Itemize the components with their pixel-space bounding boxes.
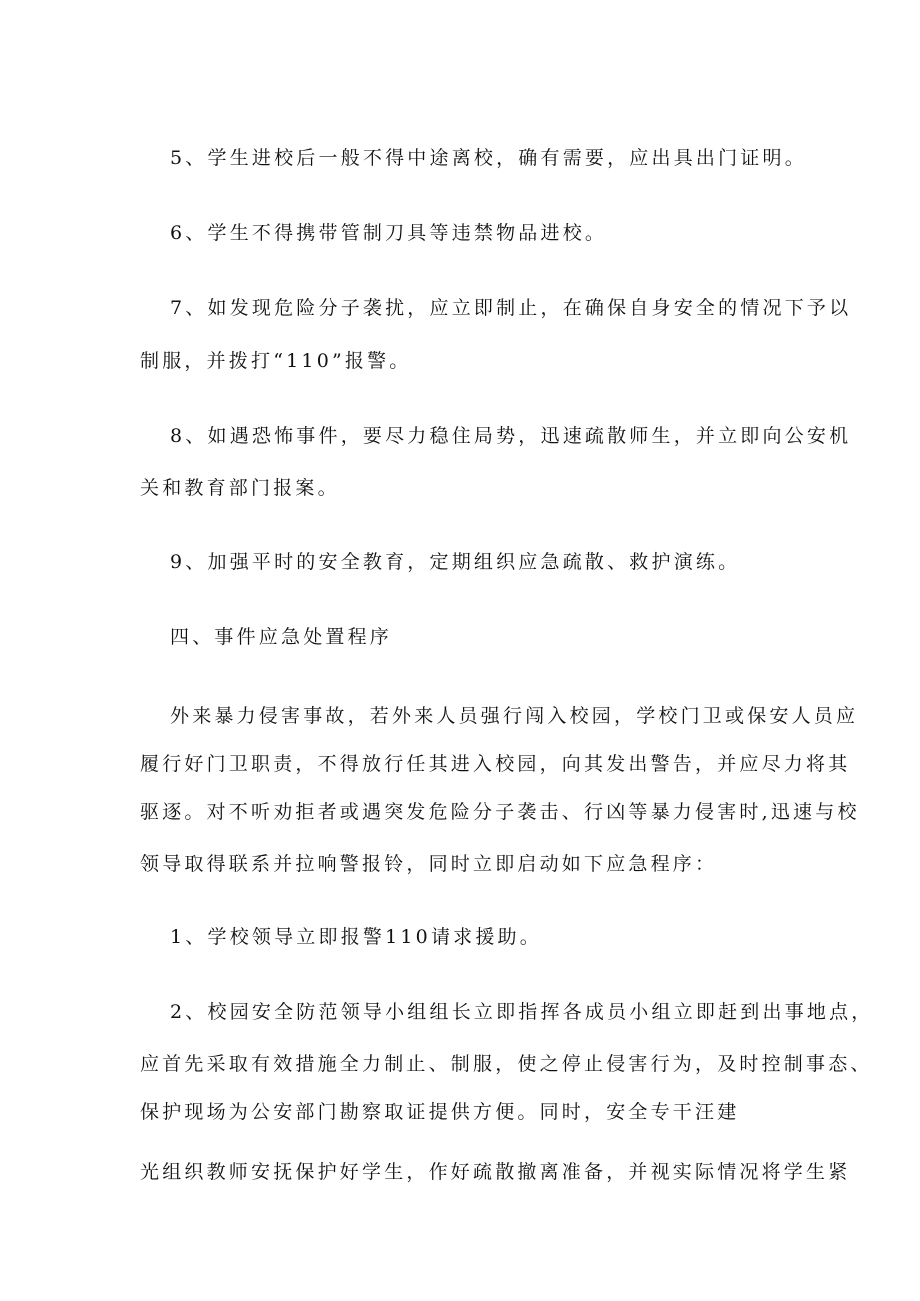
procedure-step-2-line-2: 应首先采取有效措施全力制止、制服，使之停止侵害行为，及时控制事态、: [140, 1053, 873, 1075]
paragraph-item-6: 6、学生不得携带管制刀具等违禁物品进校。: [170, 222, 608, 244]
body-paragraph-line-1: 外来暴力侵害事故，若外来人员强行闯入校园，学校门卫或保安人员应: [170, 705, 859, 727]
procedure-step-2-line-3: 保护现场为公安部门勘察取证提供方便。同时，安全专干汪建: [140, 1101, 740, 1123]
body-paragraph-line-4: 领导取得联系并拉响警报铃，同时立即启动如下应急程序：: [140, 853, 718, 875]
section-heading: 四、事件应急处置程序: [170, 626, 393, 648]
body-paragraph-line-3: 驱逐。对不听劝拒者或遇突发危险分子袭击、行凶等暴力侵害时,迅速与校: [140, 801, 860, 823]
paragraph-item-5: 5、学生进校后一般不得中途离校，确有需要，应出具出门证明。: [170, 147, 807, 169]
paragraph-item-9: 9、加强平时的安全教育，定期组织应急疏散、救护演练。: [170, 551, 741, 573]
paragraph-item-7-line-2: 制服，并拨打“110”报警。: [140, 350, 412, 372]
body-paragraph-line-2: 履行好门卫职责，不得放行任其进入校园，向其发出警告，并应尽力将其: [140, 753, 851, 775]
procedure-step-1: 1、学校领导立即报警110请求援助。: [170, 926, 542, 948]
paragraph-item-8-line-2: 关和教育部门报案。: [140, 477, 340, 499]
procedure-step-2-line-4: 光组织教师安抚保护好学生，作好疏散撤离准备，并视实际情况将学生紧: [140, 1161, 851, 1183]
paragraph-item-8-line-1: 8、如遇恐怖事件，要尽力稳住局势，迅速疏散师生，并立即向公安机: [170, 425, 852, 447]
procedure-step-2-line-1: 2、校园安全防范领导小组组长立即指挥各成员小组立即赶到出事地点，: [170, 1001, 874, 1023]
paragraph-item-7-line-1: 7、如发现危险分子袭扰，应立即制止，在确保自身安全的情况下予以: [170, 297, 852, 319]
